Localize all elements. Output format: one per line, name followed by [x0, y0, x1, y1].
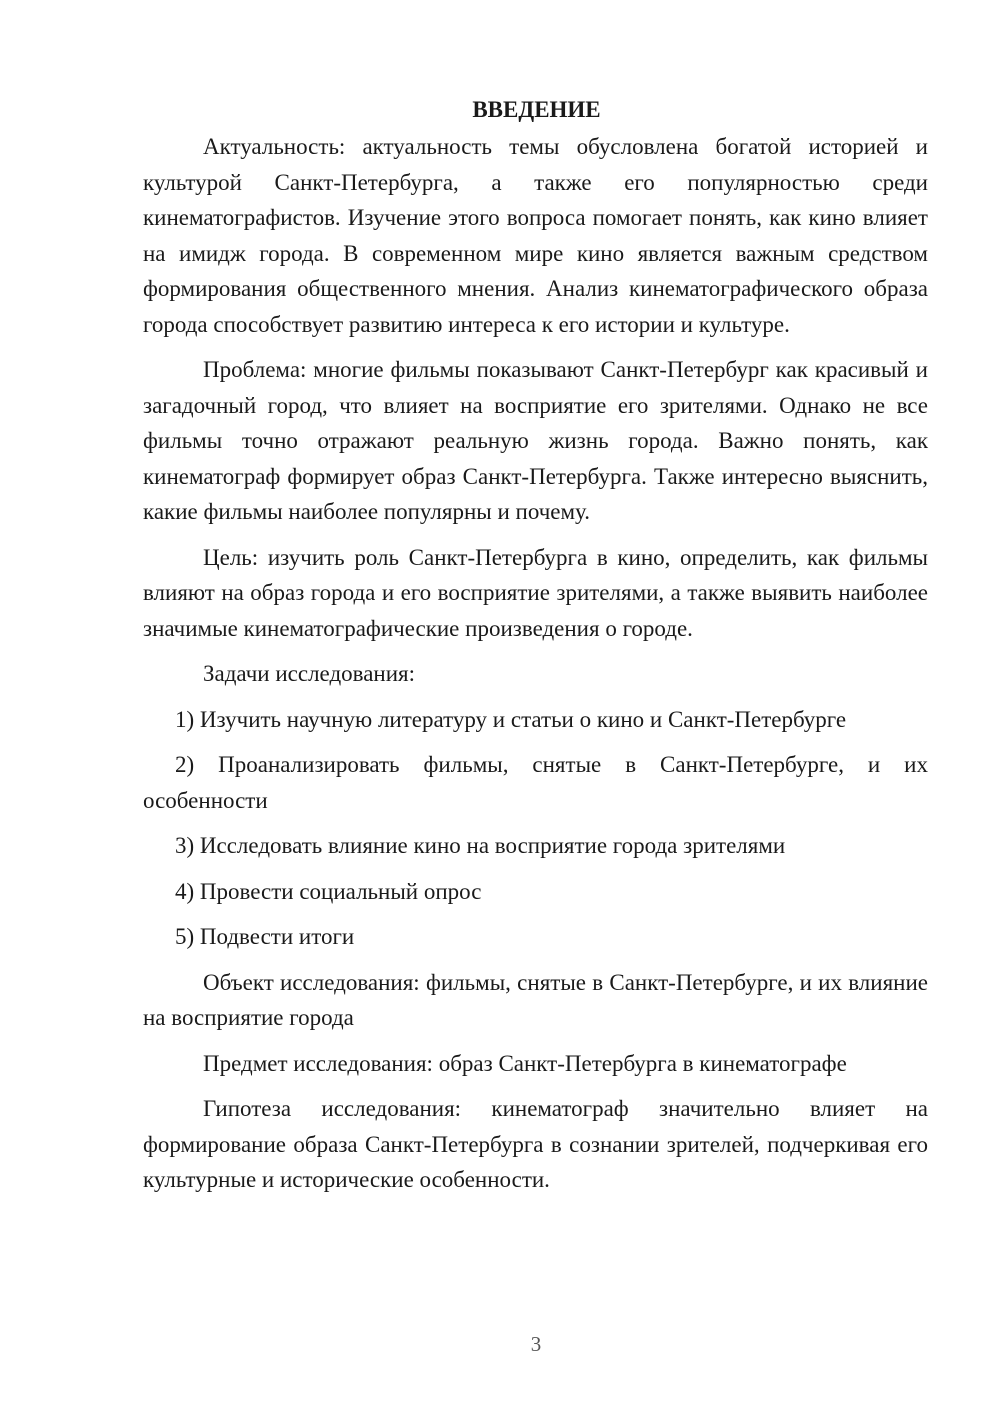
tasks-heading: Задачи исследования:: [203, 661, 416, 686]
page-number: 3: [530, 1332, 542, 1356]
document-page: [143, 92, 928, 1198]
hypothesis-paragraph: Гипотеза исследования: кинематограф значительно влияет на формирование образа Санкт-Петербурга в сознании зрителей, подчеркивая его культурные и исторические особенности.: [143, 1096, 928, 1192]
task-item-3: 3) Исследовать влияние кино на восприятие города зрителями: [175, 833, 786, 858]
object-paragraph: Объект исследования: фильмы, снятые в Санкт-Петербурге, и их влияние на восприятие города: [143, 969, 928, 1030]
page-title: ВВЕДЕНИЕ: [472, 97, 601, 122]
subject-paragraph: Предмет исследования: образ Санкт-Петербурга в кинематографе: [203, 1050, 847, 1076]
task-item-2: 2) Проанализировать фильмы, снятые в Санкт-Петербурге, и их особенности: [143, 752, 928, 813]
task-item-4: 4) Провести социальный опрос: [175, 878, 482, 904]
problem-paragraph: Проблема: многие фильмы показывают Санкт-Петербург как красивый и загадочный город, что влияет на восприятие его зрителями. Однако не все фильмы точно отражают реальную жизнь города. Важно понять, как кинематограф формирует образ Санкт-Петербурга. Также интересно выяснить, какие фильмы наиболее популярны и почему.: [143, 357, 928, 524]
relevance-paragraph: Актуальность: актуальность темы обусловлена богатой историей и культурой Санкт-Петербурга, а также его популярностью среди кинематографистов. Изучение этого вопроса помогает понять, как кино влияет на имидж города. В современном мире кино является важным средством формирования общественного мнения. Анализ кинематографического образа города способствует развитию интереса к его истории и культуре.: [143, 134, 928, 337]
goal-paragraph: Цель: изучить роль Санкт-Петербурга в кино, определить, как фильмы влияют на образ города и его восприятие зрителями, а также выявить наиболее значимые кинематографические произведения о городе.: [143, 544, 928, 641]
task-item-1: 1) Изучить научную литературу и статьи о кино и Санкт-Петербурге: [175, 706, 847, 732]
task-item-5: 5) Подвести итоги: [175, 924, 355, 949]
